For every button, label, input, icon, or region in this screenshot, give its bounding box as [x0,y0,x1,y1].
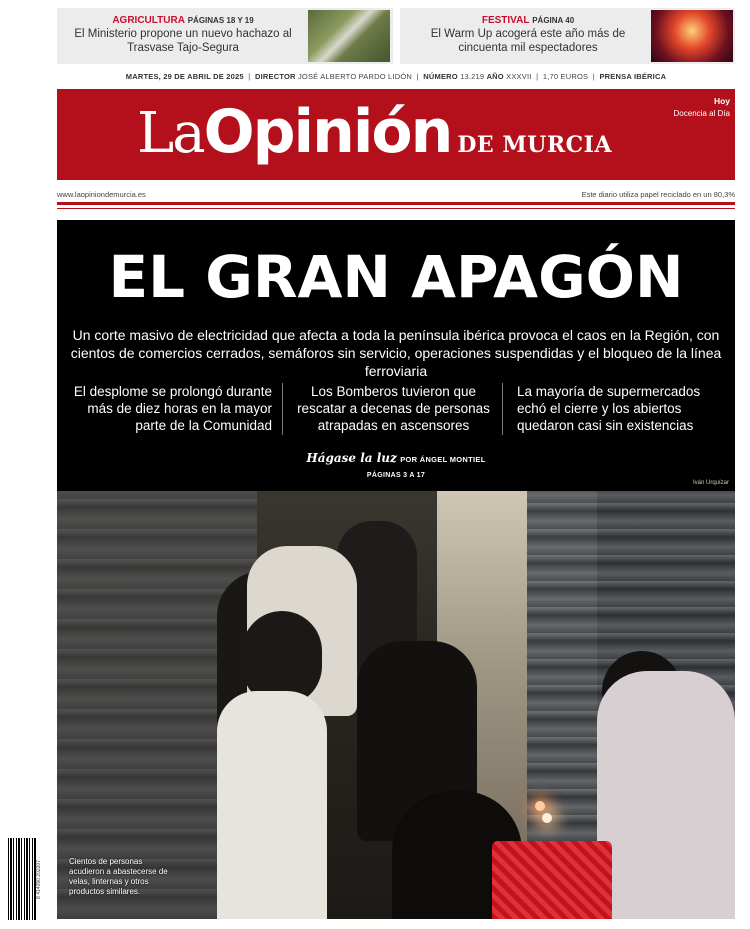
divider-thin [57,208,735,209]
flashlight-glow [542,813,552,823]
teaser-festival-text [410,14,646,55]
barcode-icon [8,838,36,920]
teaser-festival-section: FESTIVAL [481,15,530,26]
hoy-label: Hoy [713,96,730,106]
byline-title: Hágase la luz [306,451,397,465]
shopper-figure [597,671,735,919]
lead-story[interactable] [57,220,735,491]
flashlight-glow [535,801,545,811]
lead-column-2: Los Bomberos tuvieron que rescatar a decenas de personas atrapadas en ascensores [285,383,503,435]
hoy-text: Docencia al Día [673,109,730,118]
lead-columns [65,383,727,437]
dateline-date: MARTES, 29 DE ABRIL DE 2025 [125,72,244,81]
lead-pages: PÁGINAS 3 A 17 [366,472,426,479]
website-url[interactable]: www.laopiniondemurcia.es [57,190,146,199]
logo-opinion: Opinión [203,97,452,167]
dateline-director: JOSÉ ALBERTO PARDO LIDÓN [297,72,412,81]
field-photo [308,10,390,62]
opinion-byline[interactable] [57,451,735,465]
recycled-paper-note: Este diario utiliza papel reciclado en un 80,3% [581,190,735,199]
dateline-publisher: PRENSA IBÉRICA [599,72,667,81]
teaser-agricultura-section: AGRICULTURA [112,15,185,26]
teaser-festival-pages: PÁGINA 40 [532,16,575,25]
teaser-agricultura-pages: PÁGINAS 18 Y 19 [187,16,254,25]
teaser-agricultura[interactable] [57,8,393,64]
blackout-store-photo [57,491,735,919]
newspaper-logo [137,97,612,167]
barcode-number: 8 414090 202207 [36,860,42,899]
teaser-agricultura-kicker [65,14,301,27]
dateline-number-label: NÚMERO [423,72,458,81]
concert-photo [651,10,733,62]
teaser-agricultura-headline: El Ministerio propone un nuevo hachazo al Trasvase Tajo-Segura [74,28,292,54]
masthead[interactable] [57,89,735,180]
dateline-price: 1,70 EUROS [542,72,589,81]
teaser-festival-headline: El Warm Up acogerá este año más de cincuenta mil espectadores [430,28,626,54]
teaser-festival-kicker [410,14,646,27]
dateline-director-label: DIRECTOR [255,72,296,81]
dateline-number: 13.219 [460,72,485,81]
dateline-year-label: AÑO [486,72,504,81]
photo-caption: Cientos de personas acudieron a abastecerse de velas, linternas y otros productos similares. [69,857,168,896]
lead-headline: EL GRAN APAGÓN [108,243,684,311]
dateline-year: XXXVII [506,72,532,81]
photo-credit: Iván Urquízar [692,480,729,486]
teaser-festival[interactable] [400,8,735,64]
dateline: MARTES, 29 DE ABRIL DE 2025 | DIRECTOR JOSÉ ALBERTO PARDO LIDÓN | NÚMERO 13.219 AÑO XXXVII | 1,70 EUROS | PRENSA IBÉRICA [125,72,667,81]
hoy-supplement[interactable] [674,95,730,120]
lead-column-1: El desplome se prolongó durante más de diez horas en la mayor parte de la Comunidad [65,383,283,435]
logo-de-murcia: DE MURCIA [457,132,613,158]
byline-author: POR ÁNGEL MONTIEL [400,455,486,464]
shopping-basket [492,841,612,919]
teaser-agricultura-text [65,14,301,55]
lead-column-3: La mayoría de supermercados echó el cierre y los abiertos quedaron casi sin existencias [517,384,701,433]
divider-thick [57,202,735,205]
logo-la: La [137,101,204,166]
shopper-figure [217,691,327,919]
lead-subtitle: Un corte masivo de electricidad que afecta a toda la península ibérica provoca el caos en la Región, con cientos de comercios cerrados, semáforos sin servicio, operaciones suspendidas y el bloqueo de la línea ferroviaria [70,327,722,379]
